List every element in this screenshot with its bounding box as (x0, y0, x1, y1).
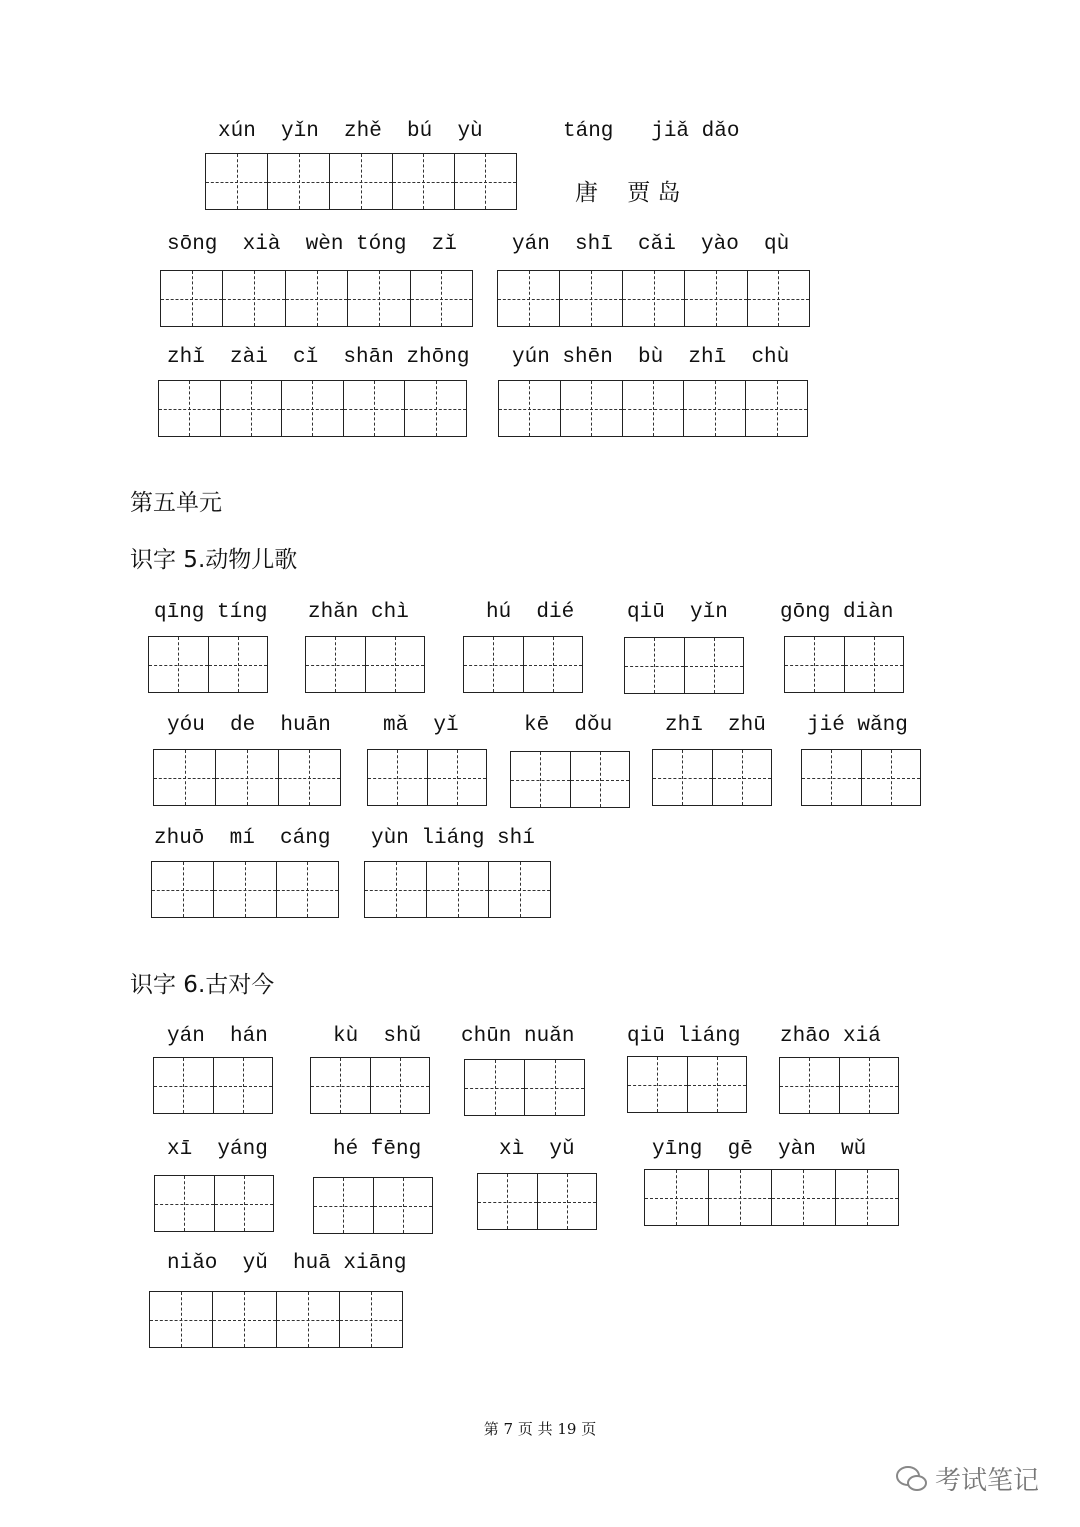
watermark-text: 考试笔记 (935, 1466, 1040, 1496)
writing-cell[interactable] (365, 862, 426, 917)
pinyin-label: qiū yǐn (627, 601, 728, 624)
pinyin-label: niǎo yǔ huā xiāng (167, 1252, 407, 1275)
wechat-icon (895, 1464, 929, 1494)
pinyin-label: qīng tíng (154, 601, 268, 624)
tianzige-grid (644, 1169, 899, 1226)
author-pinyin: táng jiǎ dǎo (563, 120, 740, 143)
tianzige-grid (801, 749, 921, 806)
writing-cell[interactable] (392, 154, 454, 209)
writing-cell[interactable] (861, 750, 921, 805)
writing-cell[interactable] (687, 1057, 747, 1112)
pinyin-label: xún yǐn zhě bú yù (218, 120, 483, 143)
writing-cell[interactable] (155, 1176, 214, 1231)
tianzige-grid (153, 1057, 273, 1114)
writing-cell[interactable] (314, 1178, 373, 1233)
writing-cell[interactable] (267, 154, 329, 209)
writing-cell[interactable] (206, 154, 267, 209)
writing-cell[interactable] (373, 1178, 433, 1233)
writing-cell[interactable] (570, 752, 630, 807)
writing-cell[interactable] (622, 271, 684, 326)
writing-cell[interactable] (524, 1060, 584, 1115)
writing-cell[interactable] (684, 638, 744, 693)
writing-cell[interactable] (220, 381, 282, 436)
tianzige-grid (510, 751, 630, 808)
writing-cell[interactable] (343, 381, 405, 436)
page-footer: 第 7 页 共 19 页 (483, 1420, 597, 1438)
tianzige-grid (652, 749, 772, 806)
writing-cell[interactable] (427, 750, 487, 805)
writing-cell[interactable] (329, 154, 391, 209)
writing-cell[interactable] (488, 862, 550, 917)
writing-cell[interactable] (281, 381, 343, 436)
writing-cell[interactable] (645, 1170, 708, 1225)
pinyin-label: yóu de huān (167, 714, 331, 737)
lesson-6-title: 识字 6.古对今 (130, 972, 275, 998)
tianzige-grid (154, 1175, 274, 1232)
tianzige-grid (149, 1291, 403, 1348)
pinyin-label: qiū liáng (627, 1025, 741, 1048)
pinyin-label: yùn liáng shí (371, 827, 535, 850)
tianzige-grid (463, 636, 583, 693)
pinyin-label: xī yáng (167, 1138, 268, 1161)
writing-cell[interactable] (785, 637, 844, 692)
writing-cell[interactable] (747, 271, 809, 326)
writing-cell[interactable] (213, 862, 275, 917)
tianzige-grid (148, 636, 268, 693)
writing-cell[interactable] (278, 750, 340, 805)
writing-cell[interactable] (708, 1170, 772, 1225)
writing-cell[interactable] (684, 271, 746, 326)
writing-cell[interactable] (478, 1174, 537, 1229)
writing-cell[interactable] (339, 1292, 402, 1347)
pinyin-label: yīng gē yàn wǔ (652, 1138, 867, 1161)
writing-cell[interactable] (276, 1292, 339, 1347)
writing-cell[interactable] (771, 1170, 835, 1225)
tianzige-grid (784, 636, 904, 693)
writing-cell[interactable] (745, 381, 807, 436)
pinyin-label: chūn nuǎn (461, 1025, 575, 1048)
writing-cell[interactable] (154, 750, 215, 805)
writing-cell[interactable] (215, 750, 277, 805)
writing-cell[interactable] (498, 271, 559, 326)
pinyin-label: sōng xià wèn tóng zǐ (167, 233, 457, 256)
writing-cell[interactable] (426, 862, 488, 917)
pinyin-label: zhāo xiá (780, 1025, 881, 1048)
writing-cell[interactable] (370, 1058, 430, 1113)
pinyin-label: zhǎn chì (308, 601, 409, 624)
tianzige-grid (364, 861, 551, 918)
pinyin-label: hé fēng (333, 1138, 422, 1161)
author-name: 唐 贾 岛 (575, 180, 681, 206)
writing-cell[interactable] (161, 271, 222, 326)
tianzige-grid (498, 380, 808, 437)
writing-cell[interactable] (404, 381, 466, 436)
tianzige-grid (158, 380, 467, 437)
watermark (895, 1460, 1039, 1497)
writing-cell[interactable] (839, 1058, 899, 1113)
writing-cell[interactable] (625, 638, 684, 693)
pinyin-label: zhī zhū (665, 714, 766, 737)
tianzige-grid (464, 1059, 585, 1116)
writing-cell[interactable] (712, 750, 772, 805)
writing-cell[interactable] (365, 637, 425, 692)
tianzige-grid (153, 749, 341, 806)
pinyin-label: zhuō mí cáng (154, 827, 331, 850)
tianzige-grid (627, 1056, 747, 1113)
pinyin-label: yán hán (167, 1025, 268, 1048)
writing-cell[interactable] (559, 271, 621, 326)
pinyin-label: kù shǔ (333, 1025, 422, 1048)
writing-cell[interactable] (511, 752, 570, 807)
writing-cell[interactable] (213, 1058, 273, 1113)
tianzige-grid (313, 1177, 433, 1234)
writing-cell[interactable] (780, 1058, 839, 1113)
pinyin-label: yán shī cǎi yào qù (512, 233, 790, 256)
tianzige-grid (367, 749, 487, 806)
writing-cell[interactable] (222, 271, 284, 326)
pinyin-label: zhǐ zài cǐ shān zhōng (167, 346, 470, 369)
writing-cell[interactable] (464, 637, 523, 692)
writing-cell[interactable] (537, 1174, 597, 1229)
tianzige-grid (779, 1057, 899, 1114)
writing-cell[interactable] (835, 1170, 899, 1225)
writing-cell[interactable] (306, 637, 365, 692)
pinyin-label: jié wǎng (807, 714, 908, 737)
writing-cell[interactable] (152, 862, 213, 917)
writing-cell[interactable] (214, 1176, 274, 1231)
writing-cell[interactable] (159, 381, 220, 436)
tianzige-grid (305, 636, 425, 693)
writing-cell[interactable] (523, 637, 583, 692)
pinyin-label: mǎ yǐ (383, 714, 459, 737)
writing-cell[interactable] (212, 1292, 275, 1347)
writing-cell[interactable] (560, 381, 622, 436)
tianzige-grid (310, 1057, 430, 1114)
writing-cell[interactable] (285, 271, 347, 326)
unit-heading: 第五单元 (130, 490, 222, 516)
tianzige-grid (624, 637, 744, 694)
pinyin-label: hú dié (486, 601, 575, 624)
writing-cell[interactable] (311, 1058, 370, 1113)
pinyin-label: gōng diàn (780, 601, 894, 624)
tianzige-grid (205, 153, 517, 210)
writing-cell[interactable] (149, 637, 208, 692)
writing-cell[interactable] (628, 1057, 687, 1112)
writing-cell[interactable] (208, 637, 268, 692)
writing-cell[interactable] (844, 637, 904, 692)
tianzige-grid (477, 1173, 597, 1230)
pinyin-label: xì yǔ (499, 1138, 575, 1161)
writing-cell[interactable] (276, 862, 338, 917)
writing-cell[interactable] (653, 750, 712, 805)
writing-cell[interactable] (465, 1060, 524, 1115)
writing-cell[interactable] (454, 154, 516, 209)
lesson-5-title: 识字 5.动物儿歌 (130, 547, 298, 573)
writing-cell[interactable] (683, 381, 745, 436)
writing-cell[interactable] (499, 381, 560, 436)
pinyin-label: yún shēn bù zhī chù (512, 346, 790, 369)
tianzige-grid (151, 861, 339, 918)
writing-cell[interactable] (802, 750, 861, 805)
writing-cell[interactable] (368, 750, 427, 805)
writing-cell[interactable] (150, 1292, 212, 1347)
tianzige-grid (497, 270, 810, 327)
pinyin-label: kē dǒu (524, 714, 613, 737)
tianzige-grid (160, 270, 473, 327)
writing-cell[interactable] (347, 271, 409, 326)
writing-cell[interactable] (622, 381, 684, 436)
writing-cell[interactable] (154, 1058, 213, 1113)
writing-cell[interactable] (410, 271, 472, 326)
